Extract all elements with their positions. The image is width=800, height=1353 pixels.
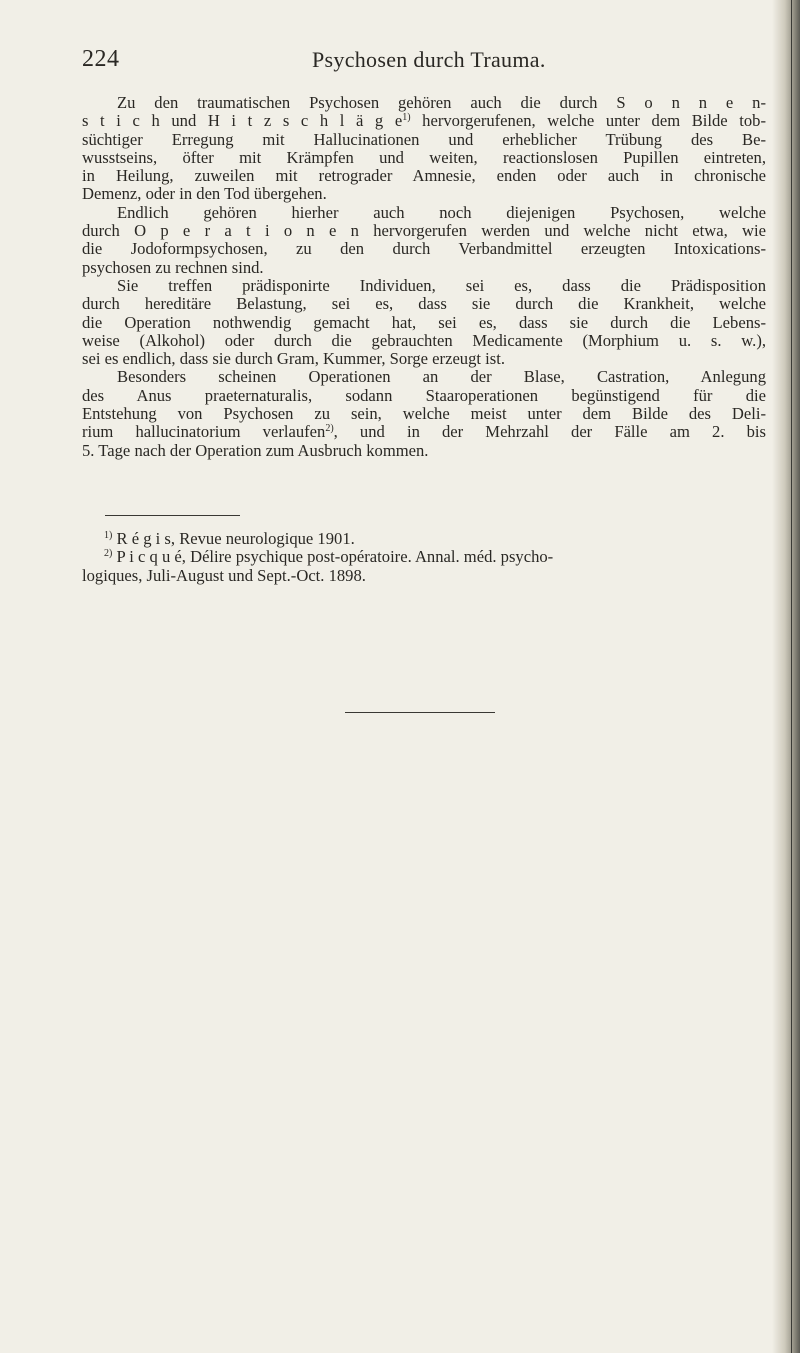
line-19-end: , und in der Mehrzahl der Fälle am 2. bis — [333, 422, 766, 442]
page-number: 224 — [82, 46, 120, 72]
footnote-2-continued: logiques, Juli-August und Sept.-Oct. 1898. — [82, 565, 366, 585]
paragraph-3-line-1: Sie treffen prädisponirte Individuen, sei es, dass die Prädisposition — [117, 275, 766, 295]
paragraph-1-line-6: Demenz, oder in den Tod übergehen. — [82, 184, 327, 204]
paragraph-4-line-3: Entstehung von Psychosen zu sein, welche meist unter dem Bilde des Deli- — [82, 404, 766, 424]
footnote-separator — [105, 515, 240, 516]
page-edge-line — [791, 0, 792, 1353]
paragraph-3-line-5: sei es endlich, dass sie durch Gram, Kummer, Sorge erzeugt ist. — [82, 349, 505, 369]
section-end-rule — [345, 712, 495, 713]
paragraph-4-line-1: Besonders scheinen Operationen an der Blase, Castration, Anlegung — [117, 367, 766, 387]
paragraph-1-line-5: in Heilung, zuweilen mit retrograder Amnesie, enden oder auch in chronische — [82, 166, 766, 186]
footnotes — [82, 530, 766, 585]
paragraph-4-line-2: des Anus praeternaturalis, sodann Staaroperationen begünstigend für die — [82, 385, 766, 405]
line-2-end: hervorgerufenen, welche unter dem Bilde tob- — [422, 111, 766, 131]
body-text — [82, 94, 766, 460]
page-edge-shadow — [772, 0, 800, 1353]
paragraph-2-line-2: durch O p e r a t i o n e n hervorgerufen werden und welche nicht etwa, wie — [82, 221, 766, 241]
page-header — [82, 46, 782, 76]
footnote-1-text: R é g i s, Revue neurologique 1901. — [116, 529, 355, 548]
paragraph-1-line-1: Zu den traumatischen Psychosen gehören auch die durch S o n n e n- — [117, 93, 766, 112]
line-19-start: rium hallucinatorium verlaufen — [82, 422, 326, 442]
paragraph-1-line-4: wusstseins, öfter mit Krämpfen und weiten, reactionslosen Pupillen eintreten, — [82, 147, 766, 167]
footnote-ref-2: 2) — [325, 423, 334, 435]
running-head: Psychosen durch Trauma. — [312, 47, 546, 72]
footnote-2-text: P i c q u é, Délire psychique post-opératoire. Annal. méd. psycho- — [116, 547, 554, 567]
paragraph-3-line-4: weise (Alkohol) oder durch die gebrauchten Medicamente (Morphium u. s. w.), — [82, 330, 766, 350]
paragraph-4-line-4 — [82, 423, 766, 441]
line-2-start: s t i c h und H i t z s c h l ä g e — [82, 111, 403, 131]
paragraph-1-line-3: süchtiger Erregung mit Hallucinationen und erheblicher Trübung des Be- — [82, 129, 766, 149]
paragraph-1-line-2 — [82, 112, 766, 130]
footnote-2 — [82, 548, 766, 566]
paragraph-2-line-3: die Jodoformpsychosen, zu den durch Verbandmittel erzeugten Intoxications- — [82, 239, 766, 259]
paragraph-4-line-5: 5. Tage nach der Operation zum Ausbruch kommen. — [82, 440, 429, 460]
footnote-1-mark: 1) — [104, 530, 113, 541]
paragraph-3-line-3: die Operation nothwendig gemacht hat, sei es, dass sie durch die Lebens- — [82, 312, 766, 332]
paragraph-2-line-1: Endlich gehören hierher auch noch diejenigen Psychosen, welche — [117, 202, 766, 222]
paragraph-3-line-2: durch hereditäre Belastung, sei es, dass sie durch die Krankheit, welche — [82, 294, 766, 314]
footnote-ref-1: 1) — [402, 112, 411, 124]
footnote-1 — [82, 530, 766, 548]
footnote-2-mark: 2) — [104, 548, 113, 560]
paragraph-2-line-4: psychosen zu rechnen sind. — [82, 257, 264, 277]
